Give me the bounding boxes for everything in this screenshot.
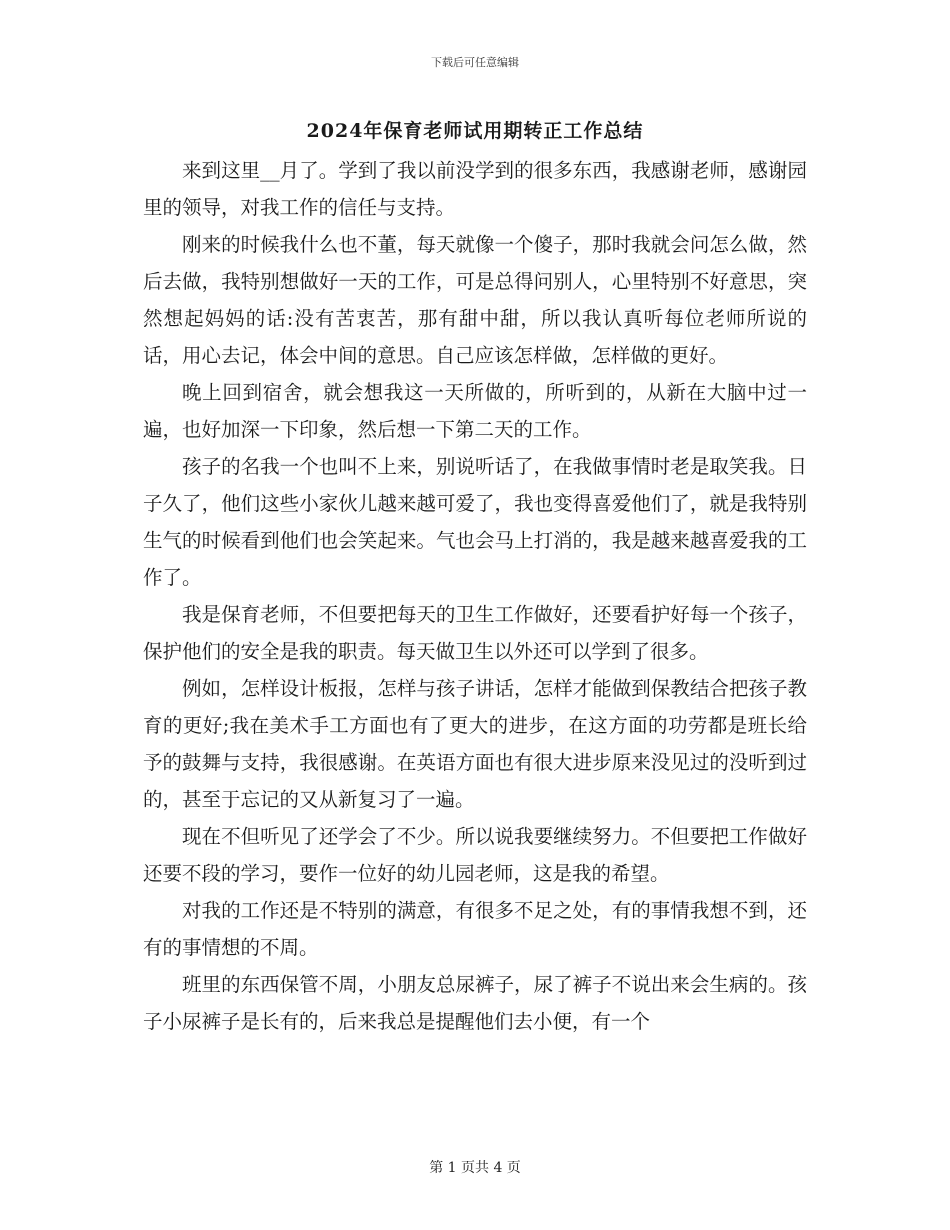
page-header-note: 下载后可任意编辑 [431, 56, 519, 69]
document-body [143, 152, 807, 1040]
paragraph: 班里的东西保管不周，小朋友总尿裤子，尿了裤子不说出来会生病的。孩子小尿裤子是长有的，后来我总是提醒他们去小便，有一个 [143, 973, 807, 1033]
paragraph: 我是保育老师，不但要把每天的卫生工作做好，还要看护好每一个孩子，保护他们的安全是我的职责。每天做卫生以外还可以学到了很多。 [143, 603, 807, 663]
paragraph: 晚上回到宿舍，就会想我这一天所做的，所听到的，从新在大脑中过一遍，也好加深一下印象，然后想一下第二天的工作。 [143, 381, 807, 441]
paragraph: 对我的工作还是不特别的满意，有很多不足之处，有的事情我想不到，还有的事情想的不周。 [143, 899, 807, 959]
document-title: 2024年保育老师试用期转正工作总结 [306, 120, 644, 142]
page-number: 第 1 页共 4 页 [429, 1160, 521, 1176]
paragraph: 孩子的名我一个也叫不上来，别说听话了，在我做事情时老是取笑我。日子久了，他们这些小家伙儿越来越可爱了，我也变得喜爱他们了，就是我特别生气的时候看到他们也会笑起来。气也会马上打消的，我是越来越喜爱我的工作了。 [143, 455, 807, 589]
paragraph: 刚来的时候我什么也不董，每天就像一个傻子，那时我就会问怎么做，然后去做，我特别想做好一天的工作，可是总得问别人，心里特别不好意思，突然想起妈妈的话:没有苦衷苦，那有甜中甜，所以我认真听每位老师所说的话，用心去记，体会中间的意思。自己应该怎样做，怎样做的更好。 [143, 233, 807, 367]
paragraph: 例如，怎样设计板报，怎样与孩子讲话，怎样才能做到保教结合把孩子教育的更好;我在美术手工方面也有了更大的进步，在这方面的功劳都是班长给予的鼓舞与支持，我很感谢。在英语方面也有很大进步原来没见过的没听到过的，甚至于忘记的又从新复习了一遍。 [143, 677, 807, 811]
paragraph: 来到这里__月了。学到了我以前没学到的很多东西，我感谢老师，感谢园里的领导，对我工作的信任与支持。 [143, 159, 807, 219]
paragraph: 现在不但听见了还学会了不少。所以说我要继续努力。不但要把工作做好还要不段的学习，要作一位好的幼儿园老师，这是我的希望。 [143, 825, 807, 885]
